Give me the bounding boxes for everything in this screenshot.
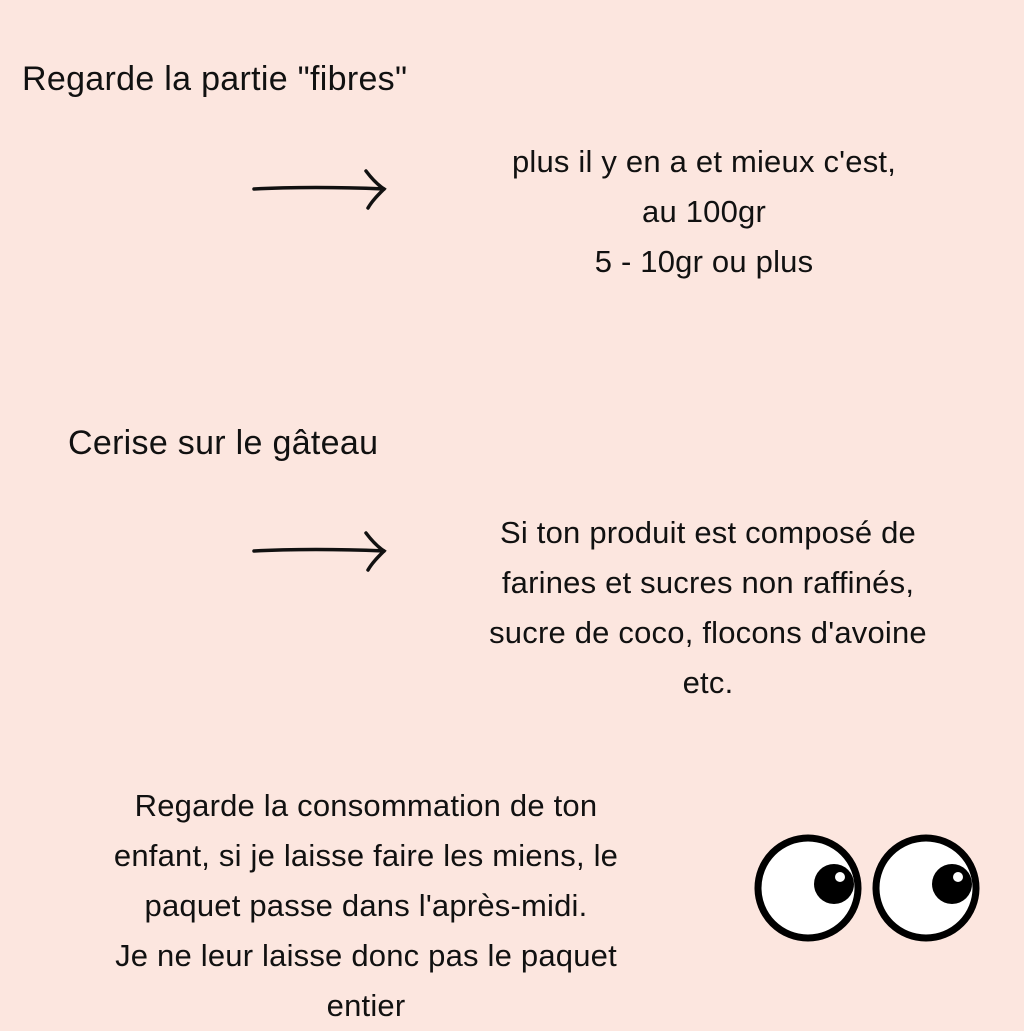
- cerise-description: [408, 508, 1008, 708]
- fibres-description: [404, 137, 1004, 287]
- fibres-line-3: 5 - 10gr ou plus: [594, 244, 814, 279]
- consommation-line-1: Regarde la consommation de ton: [134, 788, 598, 823]
- cerise-line-2: farines et sucres non raffinés,: [501, 565, 915, 600]
- cerise-line-4: etc.: [682, 665, 734, 700]
- cerise-heading: Cerise sur le gâteau: [68, 424, 379, 462]
- arrow-right-icon: [250, 527, 390, 577]
- consommation-line-5: entier: [326, 988, 406, 1023]
- consommation-line-3: paquet passe dans l'après-midi.: [144, 888, 588, 923]
- fibres-line-1: plus il y en a et mieux c'est,: [511, 144, 897, 179]
- consommation-paragraph: [16, 781, 716, 1031]
- arrow-right-icon: [250, 165, 390, 215]
- fibres-line-2: au 100gr: [642, 194, 766, 229]
- cerise-line-1: Si ton produit est composé de: [500, 515, 916, 550]
- consommation-line-2: enfant, si je laisse faire les miens, le: [113, 838, 619, 873]
- consommation-line-4: Je ne leur laisse donc pas le paquet: [115, 938, 617, 973]
- fibres-heading: Regarde la partie "fibres": [22, 60, 408, 98]
- googly-eyes-icon: [752, 830, 984, 946]
- cerise-line-3: sucre de coco, flocons d'avoine: [489, 615, 927, 650]
